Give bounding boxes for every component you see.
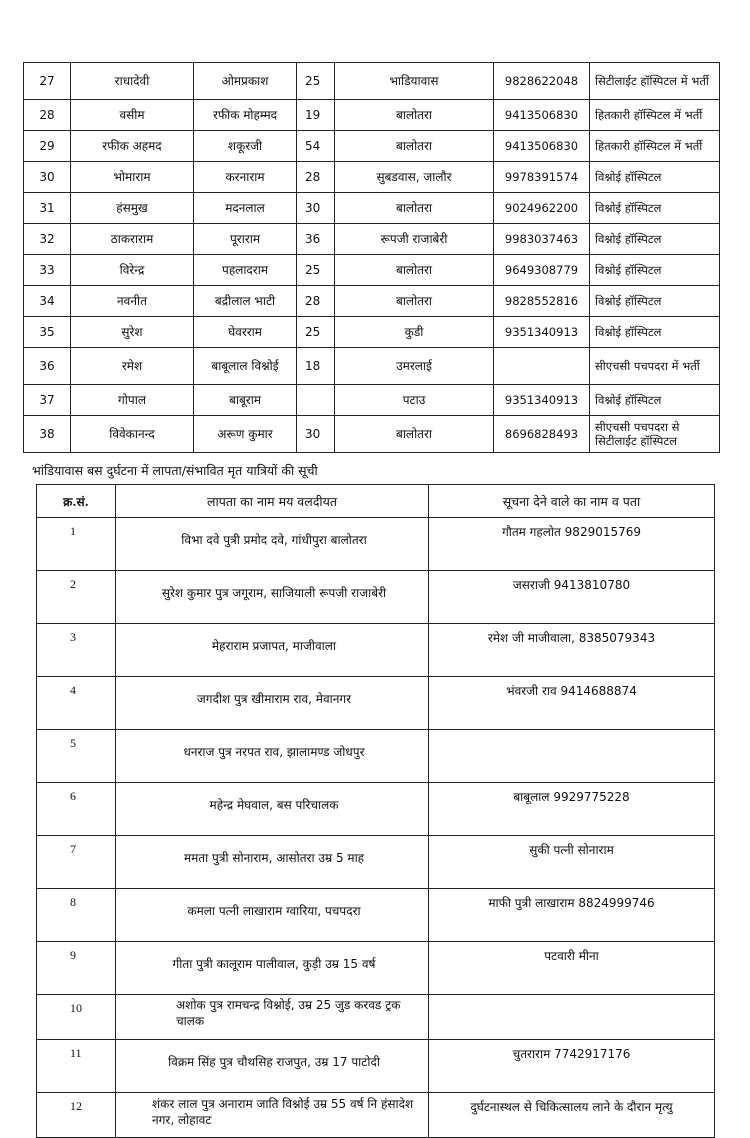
phone-cell: 9978391574 — [494, 162, 590, 193]
patient-name-cell: वसीम — [71, 100, 194, 131]
serial-no-cell: 9 — [37, 942, 116, 995]
serial-no-cell: 4 — [37, 677, 116, 730]
table-row — [24, 162, 720, 193]
missing-name-cell: सुरेश कुमार पुत्र जगूराम, साजियाली रूपजी राजाबेरी — [116, 571, 429, 624]
serial-no-cell: 31 — [24, 193, 71, 224]
serial-no-cell: 11 — [37, 1040, 116, 1093]
age-cell: 25 — [297, 317, 335, 348]
serial-no-cell: 34 — [24, 286, 71, 317]
patient-name-cell: भोमाराम — [71, 162, 194, 193]
age-cell: 25 — [297, 255, 335, 286]
missing-name-cell: मेहराराम प्रजापत, माजीवाला — [116, 624, 429, 677]
father-name-cell: पहलादराम — [194, 255, 297, 286]
age-cell: 36 — [297, 224, 335, 255]
missing-name-cell: अशोक पुत्र रामचन्द्र विश्नोई, उम्र 25 जुड करवड ट्रक चालक — [116, 995, 429, 1040]
phone-cell: 9024962200 — [494, 193, 590, 224]
header-missing-name: लापता का नाम मय वलदीयत — [116, 485, 429, 518]
patient-name-cell: विवेकानन्द — [71, 416, 194, 453]
serial-no-cell: 8 — [37, 889, 116, 942]
hospital-status-cell: विश्नोई हॉस्पिटल — [590, 193, 720, 224]
informant-cell: दुर्घटनास्थल से चिकित्सालय लाने के दौरान मृत्यु — [429, 1093, 715, 1138]
patient-name-cell: सुरेश — [71, 317, 194, 348]
serial-no-cell: 2 — [37, 571, 116, 624]
table-row — [24, 255, 720, 286]
serial-no-cell: 38 — [24, 416, 71, 453]
place-cell: बालोतरा — [335, 131, 494, 162]
patient-name-cell: राधादेवी — [71, 63, 194, 100]
serial-no-cell: 33 — [24, 255, 71, 286]
table-row — [37, 571, 715, 624]
table-row — [37, 995, 715, 1040]
phone-cell: 9828552816 — [494, 286, 590, 317]
place-cell: बालोतरा — [335, 193, 494, 224]
hospital-status-cell: विश्नोई हॉस्पिटल — [590, 317, 720, 348]
table-row — [37, 1040, 715, 1093]
table-row — [37, 942, 715, 995]
place-cell: भाडियावास — [335, 63, 494, 100]
table-row — [37, 783, 715, 836]
place-cell: पटाउ — [335, 385, 494, 416]
missing-name-cell: विक्रम सिंह पुत्र चौथसिह राजपुत, उम्र 17 पाटोदी — [116, 1040, 429, 1093]
hospital-status-cell: विश्नोई हॉस्पिटल — [590, 385, 720, 416]
father-name-cell: घेवरराम — [194, 317, 297, 348]
serial-no-cell: 37 — [24, 385, 71, 416]
serial-no-cell: 28 — [24, 100, 71, 131]
informant-cell: माफी पुत्री लाखाराम 8824999746 — [429, 889, 715, 942]
table-row — [24, 416, 720, 453]
table-row — [37, 518, 715, 571]
age-cell: 30 — [297, 193, 335, 224]
phone-cell: 9649308779 — [494, 255, 590, 286]
father-name-cell: बाबूराम — [194, 385, 297, 416]
table-row — [24, 193, 720, 224]
hospital-status-cell: हितकारी हॉस्पिटल में भर्ती — [590, 100, 720, 131]
father-name-cell: शकूरजी — [194, 131, 297, 162]
age-cell: 30 — [297, 416, 335, 453]
place-cell: बालोतरा — [335, 416, 494, 453]
patient-name-cell: गोपाल — [71, 385, 194, 416]
missing-name-cell: ममता पुत्री सोनाराम, आसोतरा उम्र 5 माह — [116, 836, 429, 889]
serial-no-cell: 6 — [37, 783, 116, 836]
patient-name-cell: नवनीत — [71, 286, 194, 317]
missing-name-cell: गीता पुत्री कालूराम पालीवाल, कुड़ी उम्र 15 वर्ष — [116, 942, 429, 995]
table-row — [37, 1093, 715, 1138]
patient-name-cell: रमेश — [71, 348, 194, 385]
table-row — [37, 624, 715, 677]
table-row — [24, 317, 720, 348]
hospital-status-cell: विश्नोई हॉस्पिटल — [590, 255, 720, 286]
phone-cell: 9983037463 — [494, 224, 590, 255]
missing-name-cell: विभा दवे पुत्री प्रमोद दवे, गांधीपुरा बालोतरा — [116, 518, 429, 571]
serial-no-cell: 32 — [24, 224, 71, 255]
father-name-cell: पूराराम — [194, 224, 297, 255]
father-name-cell: करनाराम — [194, 162, 297, 193]
serial-no-cell: 5 — [37, 730, 116, 783]
serial-no-cell: 29 — [24, 131, 71, 162]
table-row — [24, 224, 720, 255]
age-cell: 18 — [297, 348, 335, 385]
missing-name-cell: जगदीश पुत्र खीमाराम राव, मेवानगर — [116, 677, 429, 730]
table-row — [37, 836, 715, 889]
informant-cell: सुकी पत्नी सोनाराम — [429, 836, 715, 889]
hospital-status-cell: सीएचसी पचपदरा में भर्ती — [590, 348, 720, 385]
place-cell: सुबडवास, जालौर — [335, 162, 494, 193]
informant-cell: जसराजी 9413810780 — [429, 571, 715, 624]
phone-cell: 9413506830 — [494, 131, 590, 162]
hospital-status-cell: विश्नोई हॉस्पिटल — [590, 286, 720, 317]
informant-cell — [429, 730, 715, 783]
phone-cell: 8696828493 — [494, 416, 590, 453]
table-row — [24, 100, 720, 131]
header-informant: सूचना देने वाले का नाम व पता — [429, 485, 715, 518]
place-cell: बालोतरा — [335, 255, 494, 286]
hospital-status-cell: विश्नोई हॉस्पिटल — [590, 162, 720, 193]
header-serial-no: क्र.सं. — [37, 485, 116, 518]
missing-name-cell: धनराज पुत्र नरपत राव, झालामण्ड जोधपुर — [116, 730, 429, 783]
serial-no-cell: 12 — [37, 1093, 116, 1138]
serial-no-cell: 7 — [37, 836, 116, 889]
age-cell — [297, 385, 335, 416]
father-name-cell: मदनलाल — [194, 193, 297, 224]
age-cell: 28 — [297, 162, 335, 193]
phone-cell: 9413506830 — [494, 100, 590, 131]
hospital-status-cell: विश्नोई हॉस्पिटल — [590, 224, 720, 255]
table-row — [24, 385, 720, 416]
phone-cell — [494, 348, 590, 385]
informant-cell: बाबूलाल 9929775228 — [429, 783, 715, 836]
father-name-cell: बाबूलाल विश्नोई — [194, 348, 297, 385]
father-name-cell: अरूण कुमार — [194, 416, 297, 453]
age-cell: 19 — [297, 100, 335, 131]
hospital-status-cell: सिटीलाईट हॉस्पिटल में भर्ती — [590, 63, 720, 100]
informant-cell — [429, 995, 715, 1040]
place-cell: उमरलाई — [335, 348, 494, 385]
patient-name-cell: विरेन्द्र — [71, 255, 194, 286]
age-cell: 25 — [297, 63, 335, 100]
table-row — [37, 677, 715, 730]
informant-cell: गौतम गहलोत 9829015769 — [429, 518, 715, 571]
place-cell: कुडी — [335, 317, 494, 348]
hospital-status-cell: सीएचसी पचपदरा से सिटीलाईट हॉस्पिटल — [590, 416, 720, 453]
father-name-cell: बद्रीलाल भाटी — [194, 286, 297, 317]
informant-cell: चुतराराम 7742917176 — [429, 1040, 715, 1093]
phone-cell: 9828622048 — [494, 63, 590, 100]
patient-name-cell: ठाकराराम — [71, 224, 194, 255]
father-name-cell: ओमप्रकाश — [194, 63, 297, 100]
table-row — [37, 889, 715, 942]
age-cell: 28 — [297, 286, 335, 317]
place-cell: रूपजी राजाबेरी — [335, 224, 494, 255]
missing-name-cell: शंकर लाल पुत्र अनाराम जाति विश्नोई उम्र 55 वर्ष नि हंसादेश नगर, लोहावट — [116, 1093, 429, 1138]
missing-name-cell: महेन्द्र मेघवाल, बस परिचालक — [116, 783, 429, 836]
serial-no-cell: 36 — [24, 348, 71, 385]
table-row — [24, 348, 720, 385]
table-row — [24, 131, 720, 162]
table-row — [37, 730, 715, 783]
table-header-row — [37, 485, 715, 518]
missing-name-cell: कमला पत्नी लाखाराम ग्वारिया, पचपदरा — [116, 889, 429, 942]
patient-name-cell: हंसमुख — [71, 193, 194, 224]
serial-no-cell: 30 — [24, 162, 71, 193]
missing-passengers-table — [36, 484, 715, 1138]
informant-cell: भंवरजी राव 9414688874 — [429, 677, 715, 730]
phone-cell: 9351340913 — [494, 317, 590, 348]
place-cell: बालोतरा — [335, 286, 494, 317]
patient-name-cell: रफीक अहमद — [71, 131, 194, 162]
serial-no-cell: 10 — [37, 995, 116, 1040]
serial-no-cell: 35 — [24, 317, 71, 348]
injured-passengers-table — [23, 62, 720, 453]
serial-no-cell: 1 — [37, 518, 116, 571]
informant-cell: पटवारी मीना — [429, 942, 715, 995]
hospital-status-cell: हितकारी हॉस्पिटल में भर्ती — [590, 131, 720, 162]
father-name-cell: रफीक मोहम्मद — [194, 100, 297, 131]
serial-no-cell: 27 — [24, 63, 71, 100]
place-cell: बालोतरा — [335, 100, 494, 131]
phone-cell: 9351340913 — [494, 385, 590, 416]
serial-no-cell: 3 — [37, 624, 116, 677]
informant-cell: रमेश जी माजीवाला, 8385079343 — [429, 624, 715, 677]
age-cell: 54 — [297, 131, 335, 162]
table-row — [24, 286, 720, 317]
missing-list-heading: भांडियावास बस दुर्घटना में लापता/संभावित मृत यात्रियों की सूची — [32, 463, 318, 478]
table-row — [24, 63, 720, 100]
